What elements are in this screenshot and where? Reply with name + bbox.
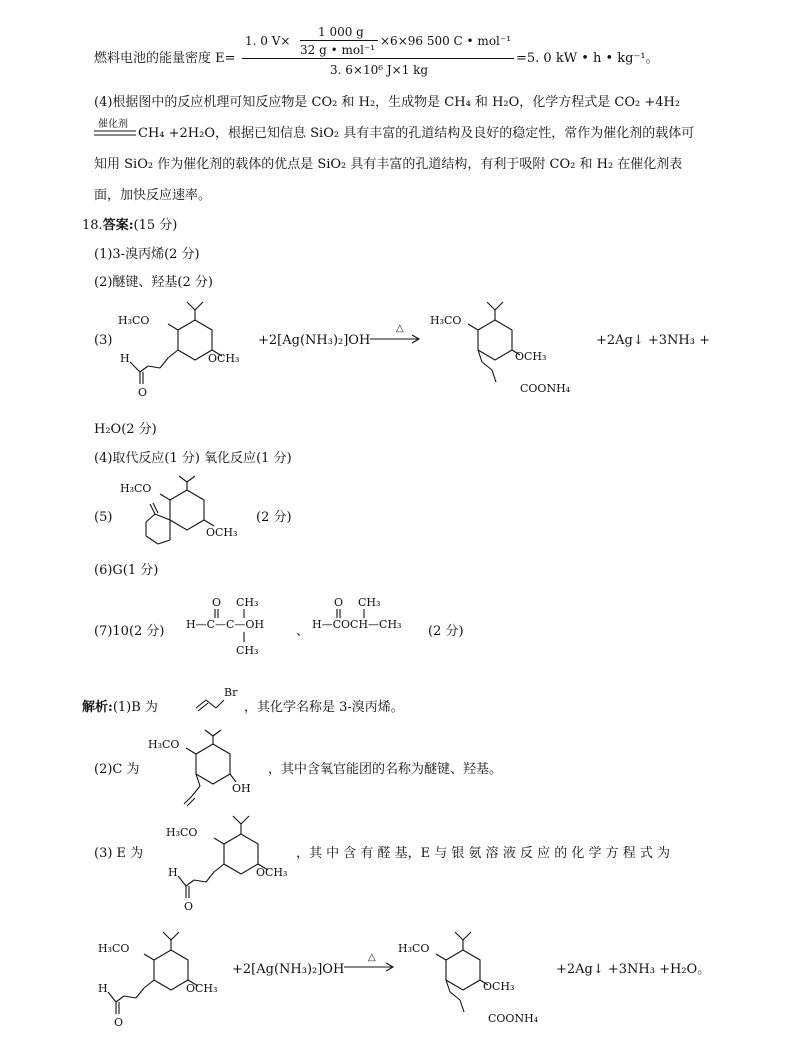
- energy-num-a: 1. 0 V×: [245, 34, 291, 48]
- methoxy-label: H₃CO: [118, 314, 150, 327]
- analysis-c-label: (2)C 为: [94, 762, 140, 777]
- isomer-2-main-chain: H—COCH—CH₃: [312, 618, 402, 631]
- methoxy-label-2: OCH₃: [483, 980, 515, 993]
- methoxy-label: H₃CO: [120, 482, 152, 495]
- energy-label: 燃料电池的能量密度 E=: [94, 51, 236, 66]
- analysis-e-text: ，其 中 含 有 醛 基，E 与 银 氨 溶 液 反 应 的 化 学 方 程 式 为: [296, 846, 671, 861]
- heat-symbol: △: [396, 323, 404, 334]
- q18-header: 18.答案:(15 分): [82, 218, 178, 233]
- answer-7-score: (2 分): [428, 624, 464, 639]
- analysis-e-label: (3) E 为: [94, 846, 144, 861]
- methoxy-label: H₃CO: [430, 314, 462, 327]
- answer-3-reagent: +2[Ag(NH₃)₂]OH: [258, 333, 371, 348]
- allyl-bromide-structure-icon: [194, 686, 244, 716]
- ammonium-carboxylate-label: COONH₄: [520, 382, 571, 395]
- isomer-1-main-chain: H—C—C—OH: [186, 618, 265, 631]
- aldehyde-o-label: O: [138, 386, 148, 399]
- answer-5-score: (2 分): [256, 510, 292, 525]
- bromine-label: Br: [224, 686, 238, 699]
- energy-denominator: 3. 6×10⁶ J×1 kg: [330, 63, 429, 77]
- aldehyde-h-label: H: [168, 866, 178, 879]
- methoxy-label: H₃CO: [148, 738, 180, 751]
- main-fraction-bar: [242, 58, 514, 59]
- aldehyde-o-label: O: [114, 1016, 124, 1029]
- energy-frac-top: 1 000 g: [318, 25, 364, 39]
- methoxy-label-2: OCH₃: [206, 526, 238, 539]
- compound-e-structure-icon-2: [164, 814, 294, 924]
- final-heat-symbol: △: [368, 952, 376, 963]
- analysis-b-line: 解析:(1)B 为: [82, 700, 158, 715]
- ammonium-carboxylate-label: COONH₄: [488, 1012, 539, 1025]
- methoxy-label-2: OCH₃: [208, 352, 240, 365]
- equilibrium-arrow-icon: [92, 128, 138, 138]
- answer-5-label: (5): [94, 510, 113, 525]
- aldehyde-h-label: H: [120, 352, 130, 365]
- part4-line2: CH₄ +2H₂O，根据已知信息 SiO₂ 具有丰富的孔道结构及良好的稳定性，常作为催化剂的载体可: [138, 126, 695, 141]
- energy-result: =5. 0 kW • h • kg⁻¹。: [516, 51, 659, 66]
- answer-7-separator: 、: [296, 624, 310, 639]
- methoxy-label: H₃CO: [398, 942, 430, 955]
- isomer-1-ch3-top: CH₃: [236, 596, 259, 609]
- energy-frac-bottom: 32 g • mol⁻¹: [300, 43, 376, 57]
- compound-f-structure-icon: [110, 478, 250, 558]
- answer-7-label: (7)10(2 分): [94, 624, 165, 639]
- final-product-structure-icon: [398, 930, 558, 1040]
- part4-line1: (4)根据图中的反应机理可知反应物是 CO₂ 和 H₂，生成物是 CH₄ 和 H₂O，化学方程式是 CO₂ +4H₂: [94, 95, 681, 110]
- methoxy-label-2: OCH₃: [256, 866, 288, 879]
- methoxy-label: H₃CO: [166, 826, 198, 839]
- isomer-2-ch3-top: CH₃: [358, 596, 381, 609]
- answer-1: (1)3-溴丙烯(2 分): [94, 247, 200, 262]
- final-reaction-arrow-icon: [342, 962, 398, 972]
- part4-line4: 面，加快反应速率。: [94, 188, 212, 203]
- catalyst-label: 催化剂: [98, 119, 128, 130]
- methoxy-label: H₃CO: [98, 942, 130, 955]
- final-equation-reagent: +2[Ag(NH₃)₂]OH: [232, 962, 345, 977]
- analysis-b-text: ，其化学名称是 3-溴丙烯。: [244, 700, 404, 715]
- energy-num-b: ×6×96 500 C • mol⁻¹: [380, 34, 512, 48]
- answer-3-tail: H₂O(2 分): [94, 422, 157, 437]
- isomer-2-structure-icon: [312, 596, 432, 646]
- aldehyde-h-label: H: [98, 982, 108, 995]
- answer-3-products: +2Ag↓ +3NH₃ +: [596, 333, 711, 348]
- compound-c-structure-icon: [146, 730, 266, 812]
- isomer-1-structure-icon: [186, 596, 306, 666]
- answer-2: (2)醚键、羟基(2 分): [94, 275, 213, 290]
- product-ammonium-structure-icon: [430, 300, 570, 410]
- part4-line3: 知用 SiO₂ 作为催化剂的载体的优点是 SiO₂ 具有丰富的孔道结构，有利于吸附 CO₂ 和 H₂ 在催化剂表: [94, 157, 683, 172]
- aldehyde-o-label: O: [184, 900, 194, 913]
- methoxy-label-2: OCH₃: [186, 982, 218, 995]
- isomer-1-o-label: O: [212, 596, 222, 609]
- inner-fraction-bar: [300, 40, 378, 41]
- methoxy-label-2: OCH₃: [515, 350, 547, 363]
- reaction-arrow-icon: [368, 334, 424, 344]
- isomer-2-o-label: O: [334, 596, 344, 609]
- isomer-1-ch3-bottom: CH₃: [236, 644, 259, 657]
- final-equation-products: +2Ag↓ +3NH₃ +H₂O。: [556, 962, 711, 977]
- analysis-c-text: ，其中含氧官能团的名称为醚键、羟基。: [268, 762, 503, 777]
- answer-3-label: (3): [94, 333, 113, 348]
- answer-4: (4)取代反应(1 分) 氧化反应(1 分): [94, 451, 292, 466]
- hydroxyl-label: OH: [232, 782, 251, 795]
- compound-e-structure-icon: [110, 300, 240, 410]
- answer-6: (6)G(1 分): [94, 563, 159, 578]
- final-compound-e-structure-icon: [96, 930, 230, 1040]
